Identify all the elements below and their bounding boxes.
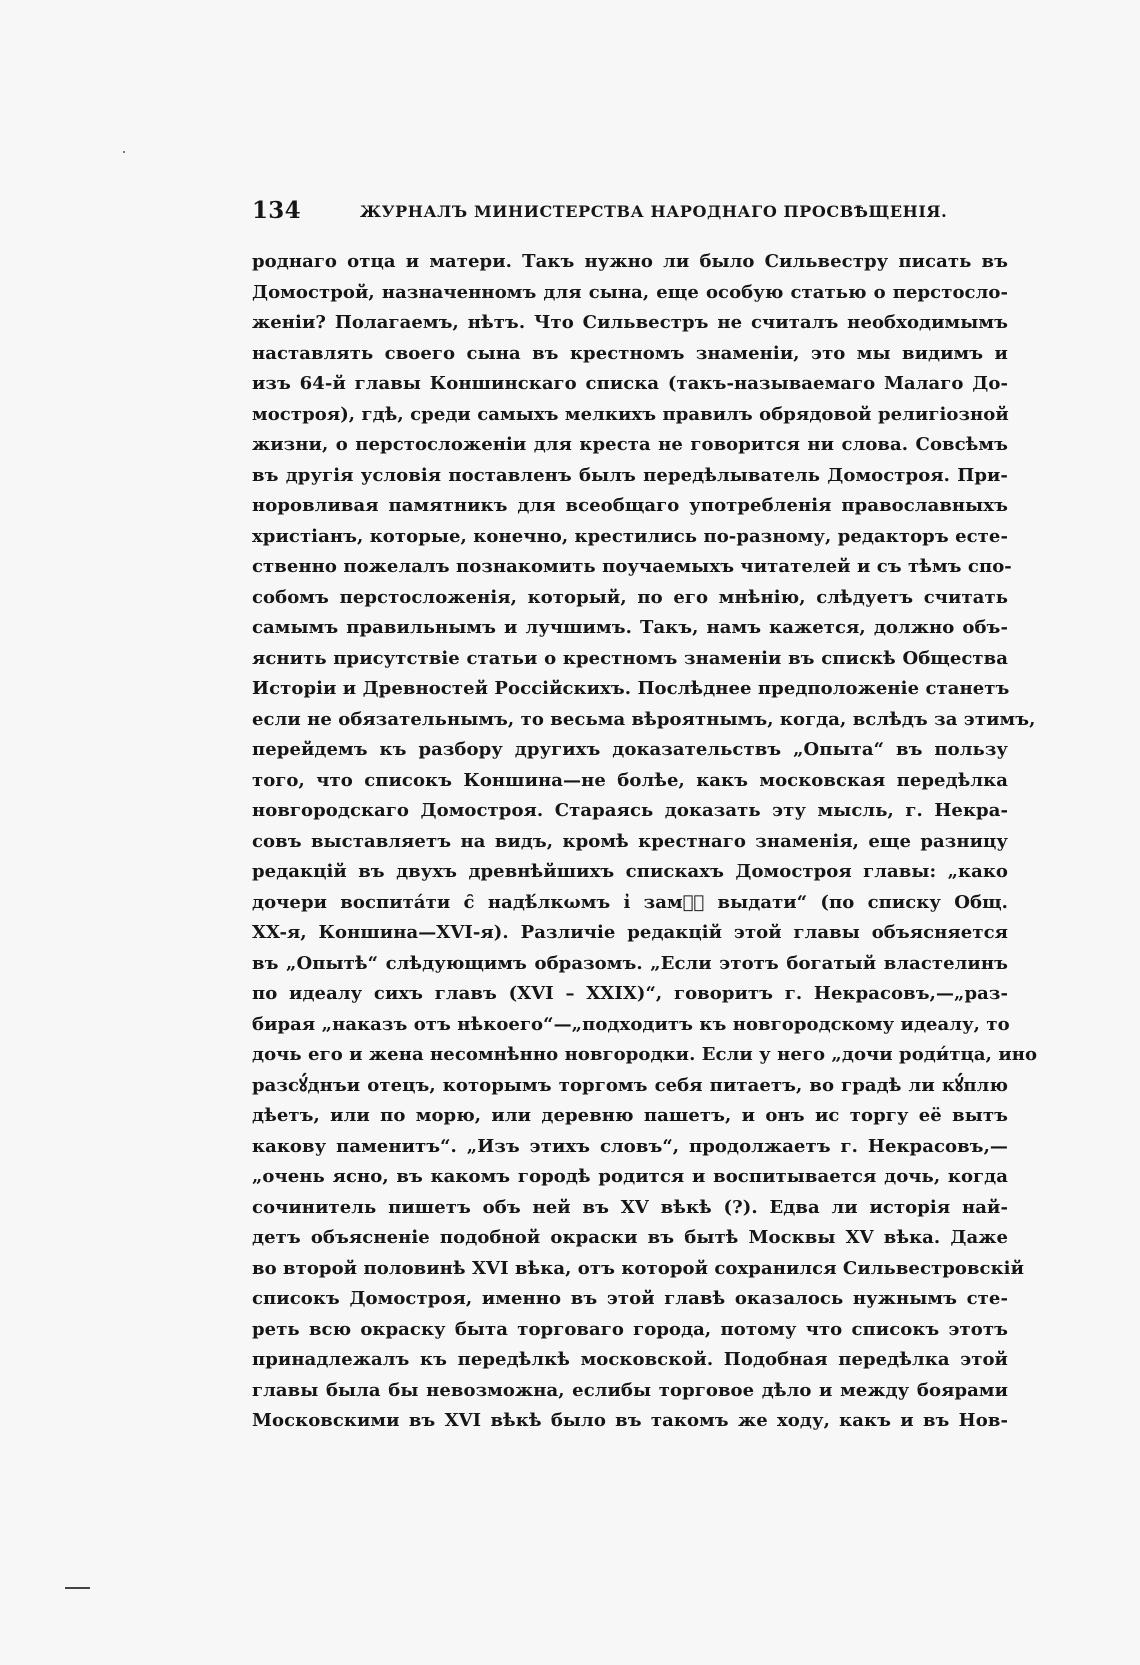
text-line: дочь его и жена несомнѣнно новгородки. Если у него „дочи роди́тца, ино	[252, 1044, 1038, 1065]
text-line: изъ 64-й главы Коншинскаго списка (такъ-называемаго Малаго До-	[252, 373, 1008, 394]
running-title: ЖУРНАЛЪ МИНИСТЕРСТВА НАРОДНАГО ПРОСВѢЩЕНІЯ.	[360, 202, 948, 221]
text-line: Исторіи и Древностей Россійскихъ. Послѣднее предположеніе станетъ	[252, 678, 1010, 699]
text-line: бирая „наказъ отъ нѣкоего“—„подходитъ къ новгородскому идеалу, то	[252, 1013, 1010, 1035]
text-line: въ „Опытѣ“ слѣдующимъ образомъ. „Если этотъ богатый властелинъ	[252, 952, 1008, 974]
text-line: женіи? Полагаемъ, нѣтъ. Что Сильвестръ не считалъ необходимымъ	[252, 312, 1008, 333]
text-line: наставлять своего сына въ крестномъ знаменіи, это мы видимъ и	[252, 342, 1008, 364]
text-line: списокъ Домостроя, именно въ этой главѣ оказалось нужнымъ сте-	[252, 1288, 1008, 1309]
text-line: редакцій въ двухъ древнѣйшихъ спискахъ Домостроя главы: „како	[252, 861, 1008, 882]
text-line: того, что списокъ Коншина—не болѣе, какъ московская передѣлка	[252, 769, 1008, 791]
text-line: главы была бы невозможна, еслибы торговое дѣло и между боярами	[252, 1379, 1008, 1401]
text-line: христіанъ, которые, конечно, крестились по-разному, редакторъ есте-	[252, 525, 1008, 547]
text-line: дѣетъ, или по морю, или деревню пашетъ, и онъ ис торгу её вытъ	[252, 1105, 1008, 1126]
text-line: совъ выставляетъ на видъ, кромѣ крестнаго знаменія, еще разницу	[252, 830, 1008, 852]
text-line: новгородскаго Домостроя. Стараясь доказать эту мысль, г. Некра-	[252, 800, 1008, 821]
text-line: жизни, о перстосложеніи для креста не говорится ни слова. Совсѣмъ	[252, 434, 1008, 455]
page-header	[252, 196, 1012, 226]
text-line: въ другія условія поставленъ былъ передѣлыватель Домостроя. При-	[252, 464, 1008, 486]
text-line: сочинитель пишетъ объ ней въ XV вѣкѣ (?). Едва ли исторія най-	[252, 1196, 1008, 1218]
text-line: если не обязательнымъ, то весьма вѣроятнымъ, когда, вслѣдъ за этимъ,	[252, 708, 1036, 730]
text-line: какову паменитъ“. „Изъ этихъ словъ“, продолжаетъ г. Некрасовъ,—	[252, 1135, 1008, 1157]
text-line: Домострой, назначенномъ для сына, еще особую статью о перстосло-	[252, 281, 1008, 303]
text-line: ственно пожелалъ познакомить поучаемыхъ читателей и съ тѣмъ спо-	[252, 556, 1012, 577]
text-line: собомъ перстосложенія, который, по его мнѣнію, слѣдуетъ считать	[252, 586, 1008, 608]
text-line: Московскими въ XVI вѣкѣ было въ такомъ же ходу, какъ и въ Нов-	[252, 1410, 1008, 1431]
text-line: мостроя), гдѣ, среди самыхъ мелкихъ правилъ обрядовой религіозной	[252, 403, 1009, 425]
text-line: по идеалу сихъ главъ (XVI – XXIX)“, говоритъ г. Некрасовъ,—„раз-	[252, 983, 1008, 1004]
text-line: принадлежалъ къ передѣлкѣ московской. Подобная передѣлка этой	[252, 1349, 1008, 1370]
article-text	[252, 247, 1038, 1437]
text-line: яснить присутствіе статьи о крестномъ знаменіи въ спискѣ Общества	[252, 647, 1008, 669]
margin-dash	[65, 1587, 90, 1589]
text-line: XX-я, Коншина—XVI-я). Различіе редакцій этой главы объясняется	[252, 922, 1008, 943]
text-line: норовливая памятникъ для всеобщаго употребленія православныхъ	[252, 495, 1008, 516]
text-line: роднаго отца и матери. Такъ нужно ли было Сильвестру писать въ	[252, 251, 1008, 272]
text-line: самымъ правильнымъ и лучшимъ. Такъ, намъ кажется, должно объ-	[252, 617, 1008, 638]
text-line: дочери воспита́ти с̑ надѣ́лкωмъ і̓ замⷤ҇ выдати“ (по списку Общ.	[252, 891, 1008, 913]
text-line: во второй половинѣ XVI вѣка, отъ которой сохранился Сильвестровскій	[252, 1257, 1025, 1279]
text-line: разсꙋ́днъи отецъ, которымъ торгомъ себя питаетъ, во градѣ ли кꙋ́плю	[252, 1074, 1008, 1096]
scan-dot	[123, 151, 125, 153]
text-line: „очень ясно, въ какомъ городѣ родится и воспитывается дочь, когда	[252, 1166, 1008, 1187]
text-line: реть всю окраску быта торговаго города, потому что списокъ этотъ	[252, 1318, 1008, 1340]
text-line: перейдемъ къ разбору другихъ доказательствъ „Опыта“ въ пользу	[252, 739, 1008, 760]
page-number: 134	[252, 197, 301, 224]
text-line: детъ объясненіе подобной окраски въ бытѣ Москвы XV вѣка. Даже	[252, 1227, 1008, 1248]
